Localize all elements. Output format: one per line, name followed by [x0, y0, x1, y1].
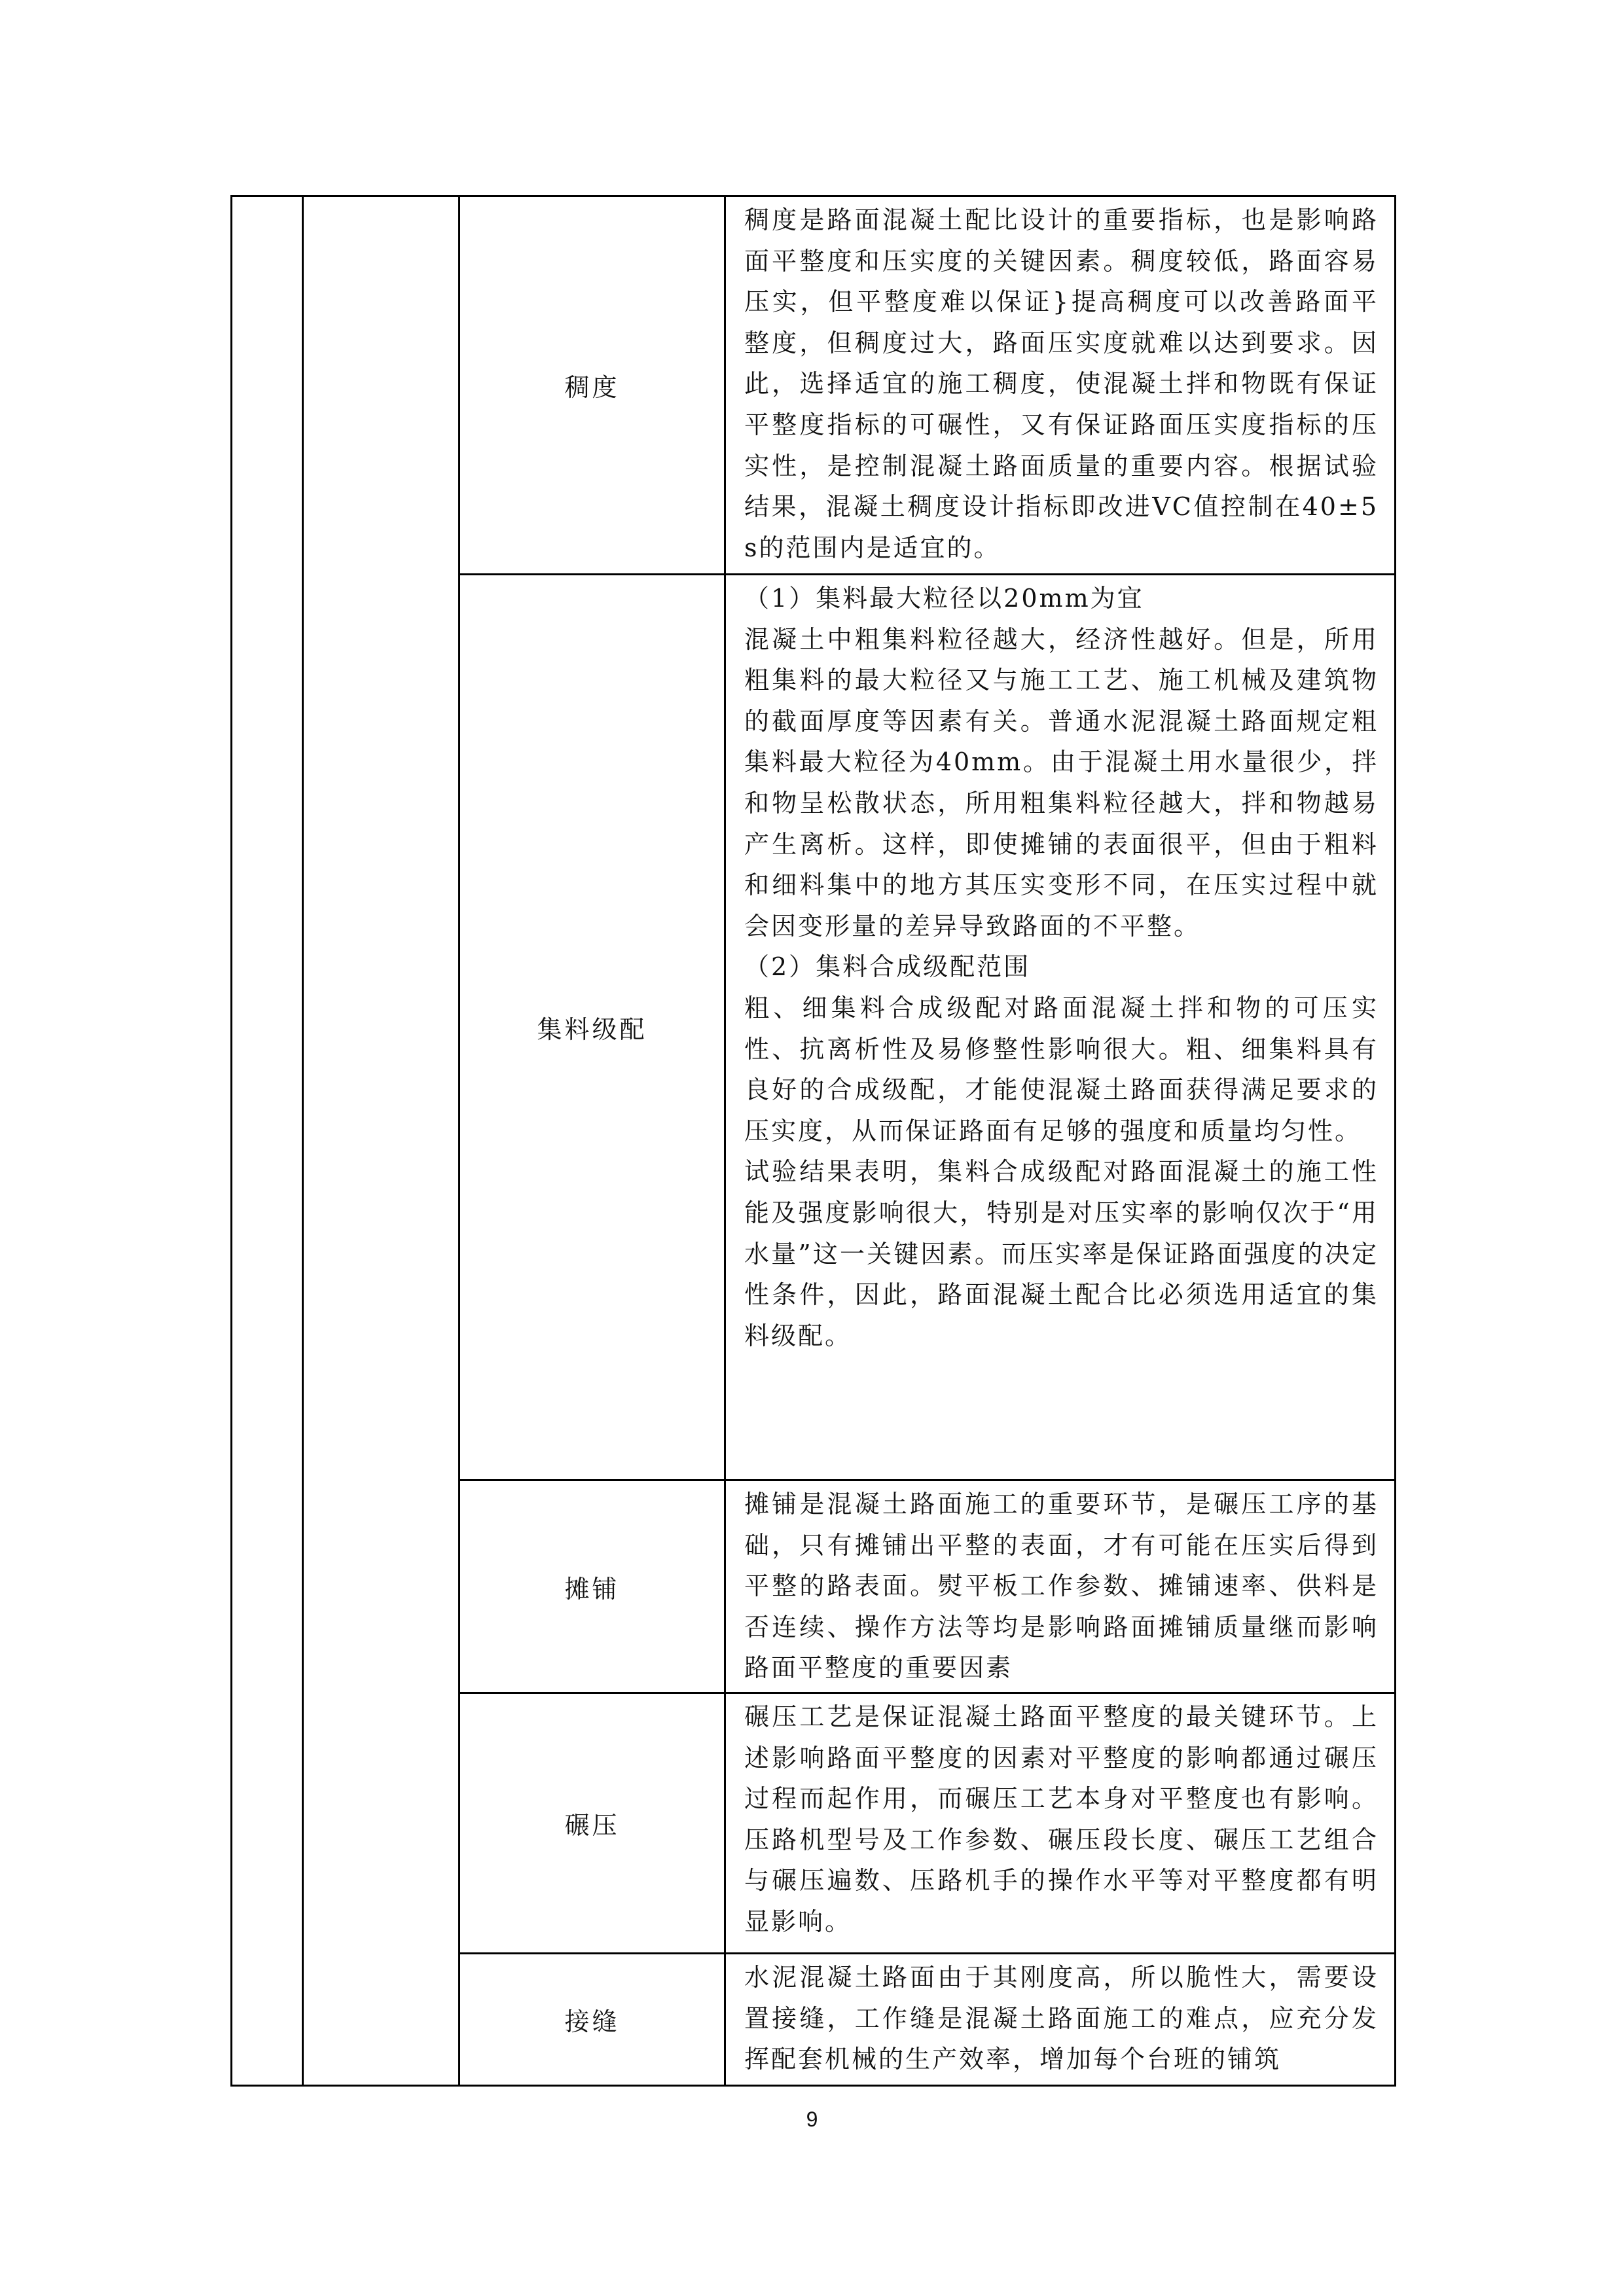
- item-description-cell: [725, 196, 1396, 575]
- item-name-cell: 集料级配: [460, 575, 725, 1480]
- item-name-cell: 摊铺: [460, 1480, 725, 1693]
- description-subheading: （1）集料最大粒径以20mm为宜: [744, 584, 1144, 613]
- item-name-cell: 接缝: [460, 1954, 725, 2086]
- item-name-cell: 碾压: [460, 1693, 725, 1954]
- content-table: [230, 195, 1396, 2087]
- description-paragraph: 混凝土中粗集料粒径越大，经济性越好。但是，所用粗集料的最大粒径又与施工工艺、施工机械及建筑物的截面厚度等因素有关。普通水泥混凝土路面规定粗集料最大粒径为40mm。由于混凝土用水量很少，拌和物呈松散状态，所用粗集料粒径越大，拌和物越易产生离析。这样，即使摊铺的表面很平，但由于粗料和细料集中的地方其压实变形不同，在压实过程中就会因变形量的差异导致路面的不平整。: [744, 624, 1379, 941]
- description-paragraph: 摊铺是混凝土路面施工的重要环节，是碾压工序的基础，只有摊铺出平整的表面，才有可能在压实后得到平整的路表面。熨平板工作参数、摊铺速率、供料是否连续、操作方法等均是影响路面摊铺质量继而影响路面平整度的重要因素: [744, 1490, 1379, 1683]
- description-subheading: （2）集料合成级配范围: [744, 952, 1031, 982]
- description-paragraph: 稠度是路面混凝土配比设计的重要指标，也是影响路面平整度和压实度的关键因素。稠度较低，路面容易压实，但平整度难以保证}提高稠度可以改善路面平整度，但稠度过大，路面压实度就难以达到要求。因此，选择适宜的施工稠度，使混凝土拌和物既有保证平整度指标的可碾性，又有保证路面压实度指标的压实性，是控制混凝土路面质量的重要内容。根据试验结果，混凝土稠度设计指标即改进VC值控制在40±5s的范围内是适宜的。: [744, 206, 1379, 562]
- description-paragraph: 碾压工艺是保证混凝土路面平整度的最关键环节。上述影响路面平整度的因素对平整度的影响都通过碾压过程而起作用，而碾压工艺本身对平整度也有影响。压路机型号及工作参数、碾压段长度、碾压工艺组合与碾压遍数、压路机手的操作水平等对平整度都有明显影响。: [744, 1702, 1379, 1936]
- item-description-cell: [725, 575, 1396, 1480]
- item-name-cell: 稠度: [460, 196, 725, 575]
- item-description-cell: [725, 1693, 1396, 1954]
- table-row-consistency: [232, 196, 1396, 575]
- page-number: 9: [806, 2108, 818, 2131]
- description-paragraph: 试验结果表明，集料合成级配对路面混凝土的施工性能及强度影响很大，特别是对压实率的影响仅次于“用水量”这一关键因素。而压实率是保证路面强度的决定性条件，因此，路面混凝土配合比必须选用适宜的集料级配。: [744, 1157, 1379, 1350]
- item-description-cell: [725, 1480, 1396, 1693]
- empty-subcategory-cell: [303, 196, 460, 2086]
- empty-category-cell: [232, 196, 303, 2086]
- description-paragraph: 水泥混凝土路面由于其刚度高，所以脆性大，需要设置接缝，工作缝是混凝土路面施工的难点，应充分发挥配套机械的生产效率，增加每个台班的铺筑: [744, 1963, 1379, 2074]
- description-paragraph: 粗、细集料合成级配对路面混凝土拌和物的可压实性、抗离析性及易修整性影响很大。粗、细集料具有良好的合成级配，才能使混凝土路面获得满足要求的压实度，从而保证路面有足够的强度和质量均匀性。: [744, 993, 1379, 1145]
- item-description-cell: [725, 1954, 1396, 2086]
